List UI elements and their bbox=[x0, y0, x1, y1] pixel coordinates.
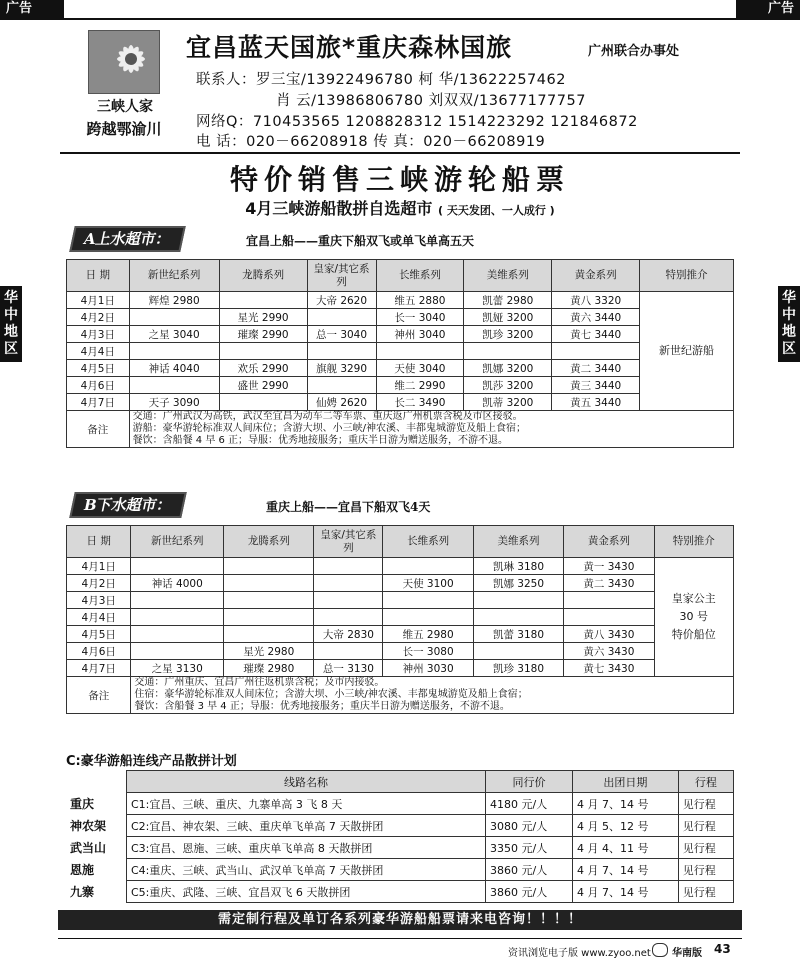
table-row: 4月1日 辉煌 2980 大帝 2620 维五 2880 凯蕾 2980 黄八 3320 新世纪游船 bbox=[67, 292, 734, 309]
promo-title: 特价销售三峡游轮船票 bbox=[229, 163, 570, 196]
top-rule bbox=[0, 18, 800, 20]
page-number: 43 bbox=[714, 942, 731, 956]
publication-logo-icon bbox=[652, 943, 668, 957]
table-row: 4月7日 之星 3130 璀璨 2980 总一 3130 神州 3030 凯珍 3180 黄七 3430 bbox=[67, 660, 734, 677]
ad-label-right: 广告 bbox=[736, 0, 800, 18]
section-c-title: C:豪华游船连线产品散拼计划 bbox=[66, 754, 237, 769]
table-row: 4月2日 神话 4000 天使 3100 凯娜 3250 黄二 3430 bbox=[67, 575, 734, 592]
section-b-route: 重庆上船——宜昌下船双飞4天 bbox=[266, 500, 431, 514]
section-b-recommend: 皇家公主 30 号 特价船位 bbox=[654, 558, 733, 677]
section-b-badge: B下水超市： bbox=[69, 492, 186, 518]
footer-rule bbox=[58, 938, 742, 939]
contacts-line-2: 肖 云/13986806780 刘双双/13677177757 bbox=[276, 93, 586, 109]
ad-label-left: 广告 bbox=[0, 0, 64, 18]
section-a-badge: A上水超市： bbox=[69, 226, 185, 252]
agency-subtitle: 广州联合办事处 bbox=[588, 44, 680, 59]
section-a-recommend: 新世纪游船 bbox=[640, 292, 734, 411]
qq-line: 网络Q：710453565 1208828312 1514223292 121846872 bbox=[196, 114, 638, 130]
table-row: 4月4日 bbox=[67, 609, 734, 626]
promo-subtitle-note: ( 天天发团、一人成行 ) bbox=[438, 204, 555, 217]
section-a-route: 宜昌上船——重庆下船双飞或单飞单高五天 bbox=[246, 234, 475, 248]
table-row: 4月1日 凯琳 3180 黄一 3430 皇家公主 30 号 特价船位 bbox=[67, 558, 734, 575]
table-row: 4月3日 之星 3040 璀璨 2990 总一 3040 神州 3040 凯珍 3200 黄七 3440 bbox=[67, 326, 734, 343]
itinerary-link[interactable]: 见行程 bbox=[678, 815, 733, 837]
side-tab-left: 华 中 地 区 bbox=[0, 286, 22, 362]
promo-subtitle-text: 4月三峡游船散拼自选超市 bbox=[245, 199, 433, 218]
flower-logo-icon bbox=[88, 30, 160, 94]
remarks-row: 备注 交通：广州武汉为高铁，武汉至宜昌为动车二等车票、重庆返广州机票含税及市区接驳。 游船：豪华游轮标准双人间床位；含游大坝、小三峡/神农溪、丰都鬼城游览及船上食宿； 餐饮：含船餐 4 早 6 正；导服：优秀地接服务；重庆半日游为赠送服务，不游不退。 bbox=[67, 411, 734, 448]
remarks-row: 备注 交通：广州重庆、宜昌广州往返机票含税；及市内接驳。 住宿：豪华游轮标准双人间床位；含游大坝、小三峡/神农溪、丰都鬼城游览及船上食宿； 餐饮：含船餐 3 早 4 正；导服：优秀地接服务；重庆半日游为赠送服务，不游不退。 bbox=[67, 677, 734, 714]
agency-title: 宜昌蓝天国旅*重庆森林国旅 bbox=[186, 33, 513, 62]
section-c-table: 线路名称 同行价 出团日期 行程 重庆 C1:宜昌、三峡、重庆、九寨单高 3 飞 8 天 4180 元/人 4 月 7、14 号 见行程 神农架 C2:宜昌、神农架、三峡、重庆单飞单高 7 天散拼团 3080 元/人 4 月 5、12 号 见行程 武当山 C3:宜昌、恩施、三峡、重庆单飞单高 8 天散拼团 3350 元/人 4 月 4、11 号 见行程 恩施 C4:重庆、三峡、武当山、武汉单飞单高 7 天散拼团 3860 元/人 4 月 7、14 号 见行程 九寨 C5:重庆、武隆、三峡、宜昌双飞 6 天散拼团 3860 元/人 4 月 7、14 号 见行程 bbox=[66, 770, 734, 903]
table-row: 4月3日 bbox=[67, 592, 734, 609]
section-a-table: 日 期 新世纪系列 龙腾系列 皇家/其它系列 长维系列 美维系列 黄金系列 特别推介 4月1日 辉煌 2980 大帝 2620 维五 2880 凯蕾 2980 黄八 3320 新世纪游船 4月2日 星光 2990 长一 3040 凯娅 3200 黄六 3440 4月3日 之星 3040 璀璨 2990 总一 3040 神州 3040 凯珍 3200 黄七 3440 4月4日 4月5日 神话 4040 欢乐 2990 旗舰 3290 天使 3040 凯娜 3200 黄二 3440 4月6日 盛世 2990 维二 2990 凯莎 3200 黄三 3440 4月7日 天子 3090 仙娉 2620 长二 3490 凯蒂 3200 黄五 3440 备注 交通：广州武汉为高铁，武汉至宜昌为动车二等车票、重庆返广州机票含税及市区接驳。 游船：豪华游轮标准双人间床位；含游大坝、小三峡/神农溪、丰都鬼城游览及船上食宿； 餐饮：含船餐 4 早 6 正；导服：优秀地接服务；重庆半日游为赠送服务，不游不退。 bbox=[66, 259, 734, 448]
footer-banner: 需定制行程及单订各系列豪华游船船票请来电咨询！！！！ bbox=[58, 910, 742, 930]
logo-slogan: 跨越鄂渝川 bbox=[86, 120, 162, 138]
footer-section: 华南版 bbox=[672, 948, 702, 959]
table-row: 4月6日 星光 2980 长一 3080 黄六 3430 bbox=[67, 643, 734, 660]
table-row: 恩施 C4:重庆、三峡、武当山、武汉单飞单高 7 天散拼团 3860 元/人 4 月 7、14 号 见行程 bbox=[66, 859, 734, 881]
table-row: 神农架 C2:宜昌、神农架、三峡、重庆单飞单高 7 天散拼团 3080 元/人 4 月 5、12 号 见行程 bbox=[66, 815, 734, 837]
table-row: 4月7日 天子 3090 仙娉 2620 长二 3490 凯蒂 3200 黄五 3440 bbox=[67, 394, 734, 411]
table-row: 4月4日 bbox=[67, 343, 734, 360]
table-row: 4月5日 大帝 2830 维五 2980 凯蕾 3180 黄八 3430 bbox=[67, 626, 734, 643]
itinerary-link[interactable]: 见行程 bbox=[678, 859, 733, 881]
contacts-line-1: 联系人：罗三宝/13922496780 柯 华/13622257462 bbox=[196, 72, 566, 88]
table-row: 4月5日 神话 4040 欢乐 2990 旗舰 3290 天使 3040 凯娜 3200 黄二 3440 bbox=[67, 360, 734, 377]
promo-subtitle bbox=[0, 196, 800, 219]
phone-line: 电 话：020－66208918 传 真：020－66208919 bbox=[196, 134, 546, 150]
footer-site: 资讯浏览电子版 www.zyoo.net bbox=[508, 948, 651, 959]
side-tab-right: 华 中 地 区 bbox=[778, 286, 800, 362]
itinerary-link[interactable]: 见行程 bbox=[678, 837, 733, 859]
table-row: 4月2日 星光 2990 长一 3040 凯娅 3200 黄六 3440 bbox=[67, 309, 734, 326]
table-row: 重庆 C1:宜昌、三峡、重庆、九寨单高 3 飞 8 天 4180 元/人 4 月 7、14 号 见行程 bbox=[66, 793, 734, 815]
table-row: 4月6日 盛世 2990 维二 2990 凯莎 3200 黄三 3440 bbox=[67, 377, 734, 394]
itinerary-link[interactable]: 见行程 bbox=[678, 793, 733, 815]
section-b-table: 日 期 新世纪系列 龙腾系列 皇家/其它系列 长维系列 美维系列 黄金系列 特别推介 4月1日 凯琳 3180 黄一 3430 皇家公主 30 号 特价船位 4月2日 神话 4000 天使 3100 凯娜 3250 黄二 3430 4月3日 4月4日 4月5日 大帝 2830 维五 2980 凯蕾 3180 黄八 3430 4月6日 星光 2980 长一 3080 黄六 3430 4月7日 之星 3130 璀璨 2980 总一 3130 神州 3030 凯珍 3180 黄七 3430 备注 交通：广州重庆、宜昌广州往返机票含税；及市内接驳。 住宿：豪华游轮标准双人间床位；含游大坝、小三峡/神农溪、丰都鬼城游览及船上食宿； 餐饮：含船餐 3 早 4 正；导服：优秀地接服务；重庆半日游为赠送服务，不游不退。 bbox=[66, 525, 734, 714]
itinerary-link[interactable]: 见行程 bbox=[678, 881, 733, 903]
header-divider bbox=[60, 152, 740, 154]
logo-caption: 三峡人家 bbox=[97, 99, 153, 115]
table-row: 九寨 C5:重庆、武隆、三峡、宜昌双飞 6 天散拼团 3860 元/人 4 月 7、14 号 见行程 bbox=[66, 881, 734, 903]
table-row: 武当山 C3:宜昌、恩施、三峡、重庆单飞单高 8 天散拼团 3350 元/人 4 月 4、11 号 见行程 bbox=[66, 837, 734, 859]
